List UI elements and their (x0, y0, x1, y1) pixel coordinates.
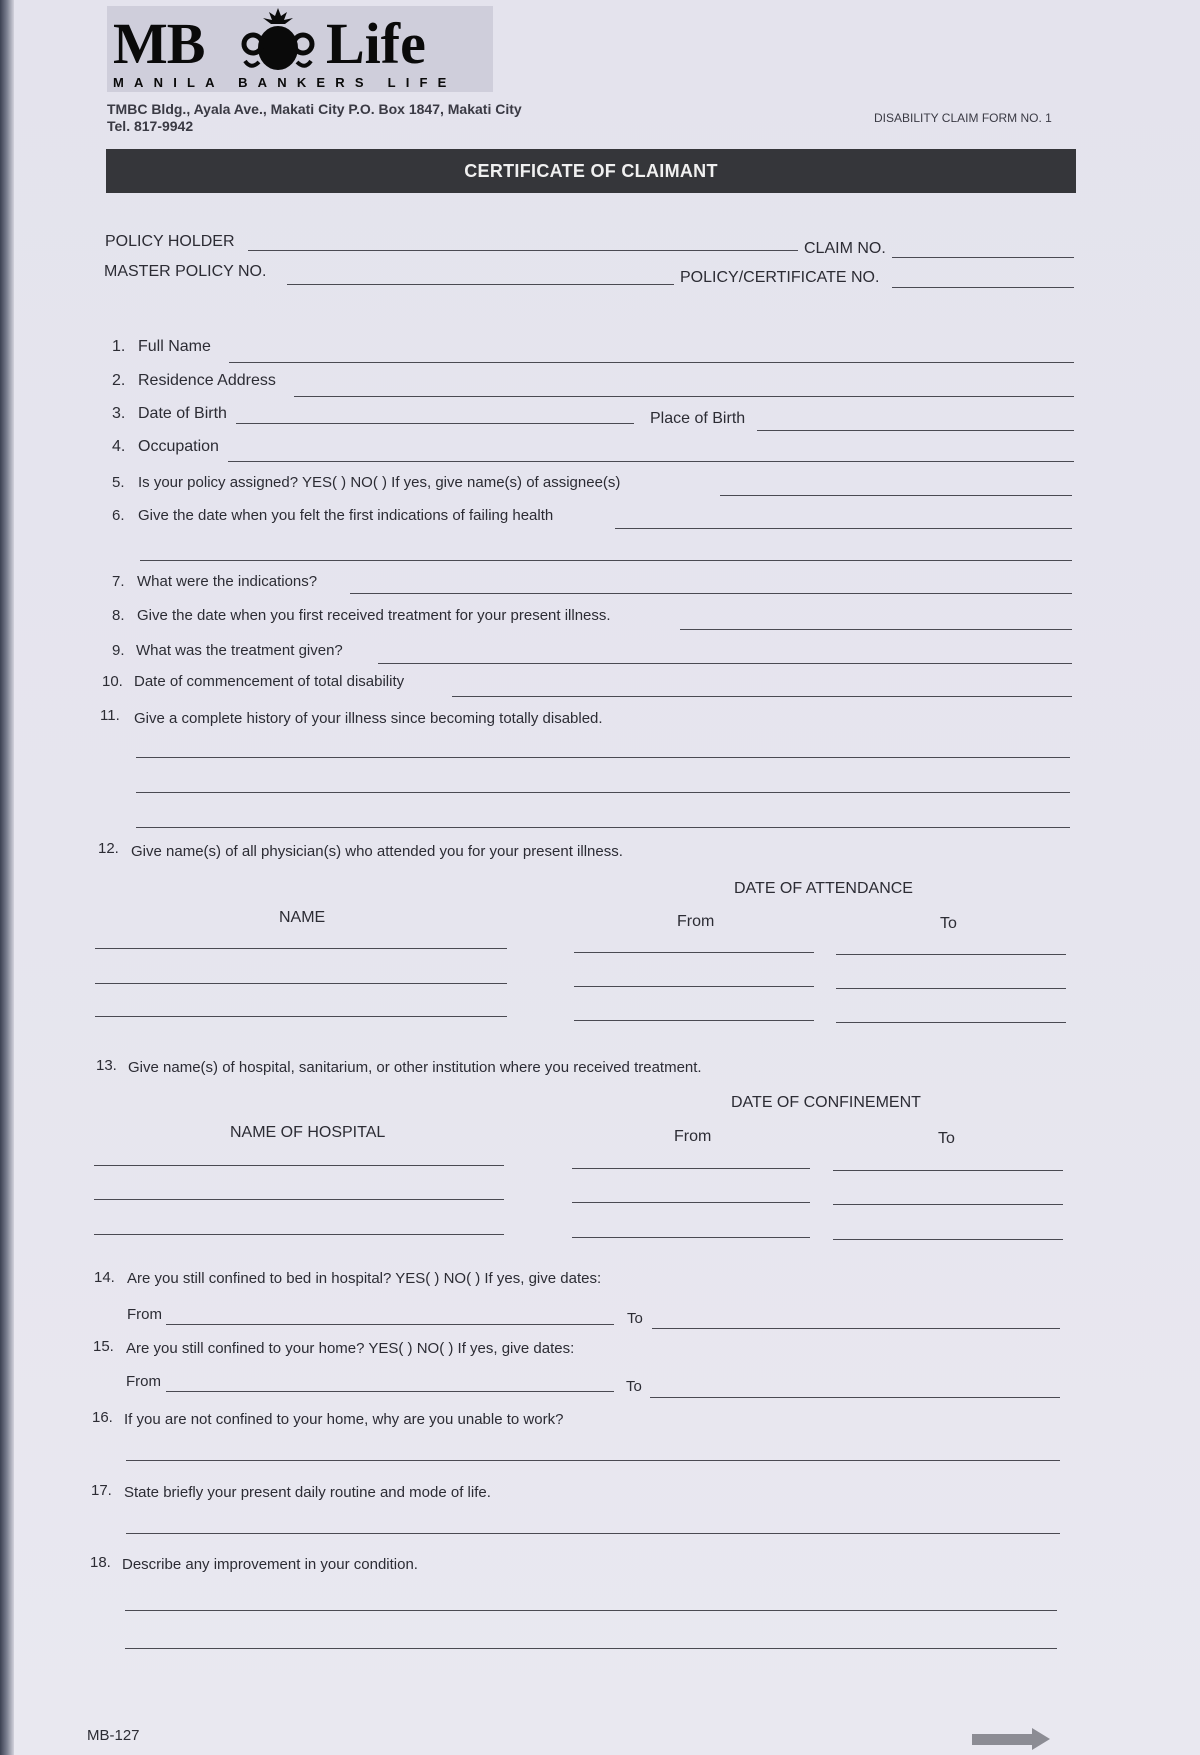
hospital-from-row-2[interactable] (572, 1202, 810, 1203)
form-number: DISABILITY CLAIM FORM NO. 1 (874, 111, 1052, 125)
assignee-names-field[interactable] (720, 476, 1072, 496)
q6-label: Give the date when you felt the first indications of failing health (138, 507, 554, 524)
hospital-from-row-3[interactable] (572, 1237, 810, 1238)
q10-number: 10. (102, 673, 123, 690)
company-phone: Tel. 817-9942 (107, 118, 194, 134)
q14-number: 14. (94, 1269, 115, 1286)
hospital-to-row-2[interactable] (833, 1204, 1063, 1205)
q9-label: What was the treatment given? (136, 642, 343, 659)
company-address: TMBC Bldg., Ayala Ave., Makati City P.O. Box 1847, Makati City (107, 101, 522, 117)
q9-number: 9. (112, 642, 125, 659)
q1-label: Full Name (138, 338, 211, 355)
q14-from-label: From (127, 1306, 162, 1323)
q15-to-label: To (626, 1378, 642, 1395)
q6-continuation-line[interactable] (140, 560, 1072, 561)
physician-from-row-2[interactable] (574, 986, 814, 987)
hospital-from-row-1[interactable] (572, 1168, 810, 1169)
q12-number: 12. (98, 840, 119, 857)
physician-from-row-1[interactable] (574, 952, 814, 953)
q17-number: 17. (91, 1482, 112, 1499)
q7-number: 7. (112, 573, 125, 590)
physician-name-row-3[interactable] (95, 1016, 507, 1017)
logo-mb: MB (113, 11, 205, 76)
policy-holder-field[interactable] (248, 231, 798, 251)
master-policy-no-field[interactable] (287, 265, 674, 285)
confinement-to-header: To (938, 1130, 955, 1147)
occupation-field[interactable] (228, 442, 1074, 462)
hospital-to-row-3[interactable] (833, 1239, 1063, 1240)
q3-label: Date of Birth (138, 405, 227, 422)
logo-subtitle: MANILA BANKERS LIFE (113, 75, 457, 90)
policy-holder-label: POLICY HOLDER (105, 233, 235, 250)
illness-history-line-2[interactable] (136, 792, 1070, 793)
policy-certificate-no-label: POLICY/CERTIFICATE NO. (680, 269, 880, 286)
q17-label: State briefly your present daily routine and mode of life. (124, 1484, 491, 1501)
master-policy-no-label: MASTER POLICY NO. (104, 263, 267, 280)
q18-label: Describe any improvement in your condition. (122, 1556, 418, 1573)
q16-number: 16. (92, 1409, 113, 1426)
q5-label: Is your policy assigned? YES( ) NO( ) If yes, give name(s) of assignee(s) (138, 474, 621, 491)
claim-no-field[interactable] (892, 238, 1074, 258)
disability-commencement-field[interactable] (452, 677, 1072, 697)
physician-to-row-3[interactable] (836, 1022, 1066, 1023)
home-confinement-to-field[interactable] (650, 1397, 1060, 1398)
attendance-date-header: DATE OF ATTENDANCE (734, 880, 913, 897)
place-of-birth-label: Place of Birth (650, 410, 746, 427)
q15-label: Are you still confined to your home? YES( ) NO( ) If yes, give dates: (126, 1340, 575, 1357)
q3-number: 3. (112, 405, 126, 422)
hospital-confinement-from-field[interactable] (166, 1324, 614, 1325)
form-code: MB-127 (87, 1727, 140, 1744)
q8-number: 8. (112, 607, 125, 624)
improvement-line-1[interactable] (125, 1610, 1057, 1611)
physician-name-header: NAME (279, 909, 326, 926)
q4-number: 4. (112, 438, 126, 455)
daily-routine-line[interactable] (126, 1533, 1060, 1534)
claim-no-label: CLAIM NO. (804, 240, 886, 257)
unable-to-work-line[interactable] (126, 1460, 1060, 1461)
indications-field[interactable] (350, 574, 1072, 594)
treatment-given-field[interactable] (378, 644, 1072, 664)
q14-to-label: To (627, 1310, 643, 1327)
first-treatment-date-field[interactable] (680, 610, 1072, 630)
attendance-to-header: To (940, 915, 957, 932)
improvement-line-2[interactable] (125, 1648, 1057, 1649)
physician-from-row-3[interactable] (574, 1020, 814, 1021)
confinement-from-header: From (674, 1128, 712, 1145)
q11-label: Give a complete history of your illness since becoming totally disabled. (134, 710, 603, 727)
physician-to-row-1[interactable] (836, 954, 1066, 955)
scan-edge (0, 0, 14, 1755)
q8-label: Give the date when you first received treatment for your present illness. (137, 607, 611, 624)
q15-number: 15. (93, 1338, 114, 1355)
q5-number: 5. (112, 474, 125, 491)
residence-address-field[interactable] (294, 377, 1074, 397)
date-of-birth-field[interactable] (236, 404, 634, 424)
hospital-name-row-2[interactable] (94, 1199, 504, 1200)
q2-number: 2. (112, 372, 126, 389)
full-name-field[interactable] (229, 343, 1074, 363)
q10-label: Date of commencement of total disability (134, 673, 405, 690)
hospital-confinement-to-field[interactable] (652, 1328, 1060, 1329)
physician-name-row-2[interactable] (95, 983, 507, 984)
attendance-from-header: From (677, 913, 715, 930)
physician-name-row-1[interactable] (95, 948, 507, 949)
policy-certificate-no-field[interactable] (892, 268, 1074, 288)
physician-to-row-2[interactable] (836, 988, 1066, 989)
q18-number: 18. (90, 1554, 111, 1571)
place-of-birth-field[interactable] (757, 411, 1074, 431)
failing-health-date-field[interactable] (615, 509, 1072, 529)
crown-emblem-icon (233, 6, 323, 76)
page-title: CERTIFICATE OF CLAIMANT (464, 160, 718, 181)
q7-label: What were the indications? (137, 573, 318, 590)
home-confinement-from-field[interactable] (166, 1391, 614, 1392)
q11-number: 11. (100, 707, 120, 724)
q14-label: Are you still confined to bed in hospital? YES( ) NO( ) If yes, give dates: (127, 1270, 602, 1287)
hospital-to-row-1[interactable] (833, 1170, 1063, 1171)
illness-history-line-3[interactable] (136, 827, 1070, 828)
q6-number: 6. (112, 507, 125, 524)
title-bar (106, 149, 1076, 193)
q4-label: Occupation (138, 438, 219, 455)
hospital-name-row-3[interactable] (94, 1234, 504, 1235)
logo-life: Life (326, 11, 426, 76)
q12-label: Give name(s) of all physician(s) who attended you for your present illness. (131, 843, 623, 860)
q13-number: 13. (96, 1057, 117, 1074)
q2-label: Residence Address (138, 372, 276, 389)
illness-history-line-1[interactable] (136, 757, 1070, 758)
q16-label: If you are not confined to your home, why are you unable to work? (124, 1411, 564, 1428)
confinement-date-header: DATE OF CONFINEMENT (731, 1094, 921, 1111)
q15-from-label: From (126, 1373, 161, 1390)
arrow-right-icon (972, 1728, 1052, 1750)
hospital-name-header: NAME OF HOSPITAL (230, 1124, 386, 1141)
q13-label: Give name(s) of hospital, sanitarium, or other institution where you received treatment. (128, 1059, 702, 1076)
q1-number: 1. (112, 338, 126, 355)
hospital-name-row-1[interactable] (94, 1165, 504, 1166)
